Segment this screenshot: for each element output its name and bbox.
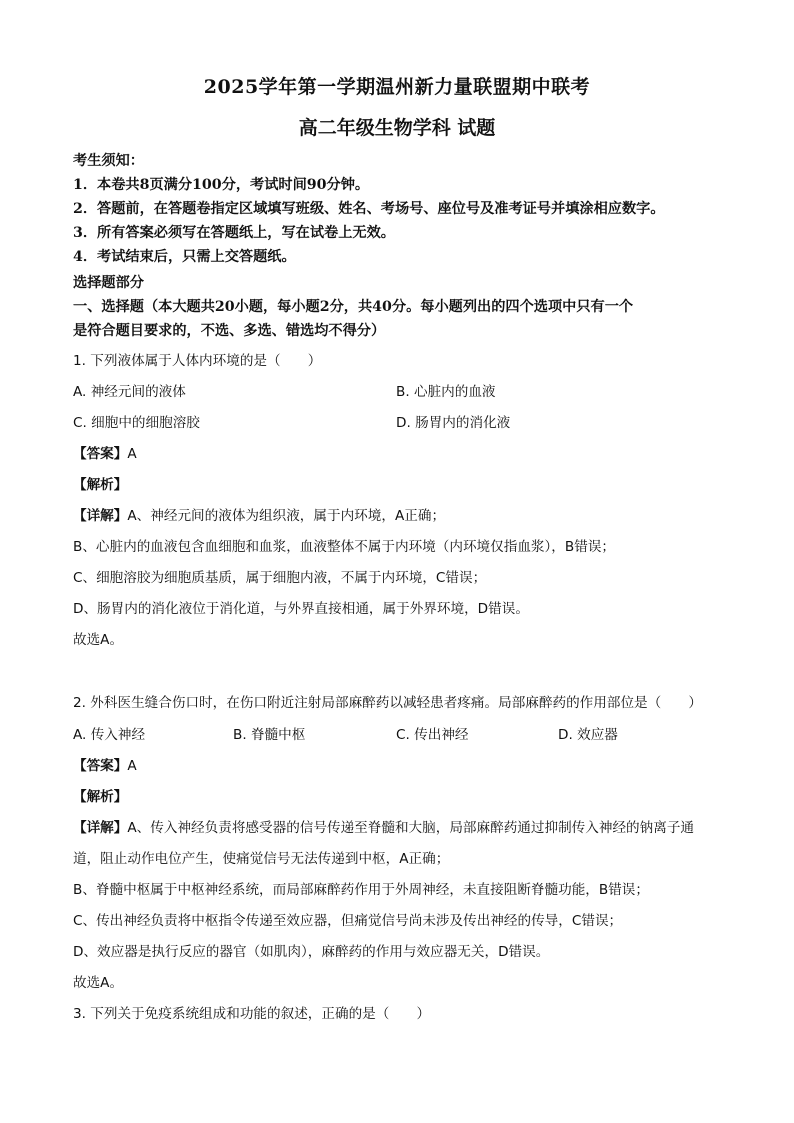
exam-subtitle: 高二年级生物学科 试题 <box>298 117 496 139</box>
notice-item-1: 1．本卷共8页满分100分，考试时间90分钟。 <box>73 177 370 193</box>
q1-option-b: B. 心脏内的血液 <box>396 384 496 400</box>
q2-detail-2: 道，阻止动作电位产生，使痛觉信号无法传递到中枢，A正确； <box>73 851 450 867</box>
q1-option-d: D. 肠胃内的消化液 <box>396 415 511 431</box>
q2-option-a: A. 传入神经 <box>73 727 146 743</box>
q1-detail-1 <box>73 504 445 524</box>
q2-stem: 2. 外科医生缝合伤口时，在伤口附近注射局部麻醉药以减轻患者疼痛。局部麻醉药的作用部位是（ ） <box>73 695 703 711</box>
q2-answer-label: 【答案】 <box>73 758 128 774</box>
q2-detail-6: 故选A。 <box>73 975 124 991</box>
q1-answer-value: A <box>127 446 137 462</box>
q1-detail-label: 【详解】 <box>73 508 128 524</box>
q2-option-d: D. 效应器 <box>558 727 618 743</box>
q1-detail-5: 故选A。 <box>73 632 124 648</box>
q2-detail-4: C、传出神经负责将中枢指令传递至效应器，但痛觉信号尚未涉及传出神经的传导，C错误； <box>73 913 623 929</box>
q1-detail-2: B、心脏内的血液包含血细胞和血浆，血液整体不属于内环境（内环境仅指血浆），B错误； <box>73 539 616 555</box>
q1-analysis-label: 【解析】 <box>73 477 128 493</box>
q1-stem: 1. 下列液体属于人体内环境的是（ ） <box>73 353 322 369</box>
q2-answer <box>73 754 137 774</box>
notice-item-3: 3．所有答案必须写在答题纸上，写在试卷上无效。 <box>73 225 395 241</box>
section-instruction-2: 是符合题目要求的，不选、多选、错选均不得分） <box>73 323 386 339</box>
q2-option-b: B. 脊髓中枢 <box>233 727 306 743</box>
q1-detail-4: D、肠胃内的消化液位于消化道，与外界直接相通，属于外界环境，D错误。 <box>73 601 529 617</box>
section-part: 选择题部分 <box>73 275 144 291</box>
q2-detail-1 <box>73 816 694 836</box>
q1-detail-3: C、细胞溶胶为细胞质基质，属于细胞内液，不属于内环境，C错误； <box>73 570 487 586</box>
notice-item-2: 2．答题前，在答题卷指定区域填写班级、姓名、考场号、座位号及准考证号并填涂相应数字。 <box>73 201 665 217</box>
q1-answer-label: 【答案】 <box>73 446 128 462</box>
q2-answer-value: A <box>127 758 137 774</box>
q2-detail-label: 【详解】 <box>73 820 128 836</box>
q2-detail-text-1: A、传入神经负责将感受器的信号传递至脊髓和大脑，局部麻醉药通过抑制传入神经的钠离子通 <box>127 820 695 836</box>
q2-option-c: C. 传出神经 <box>396 727 469 743</box>
q2-detail-5: D、效应器是执行反应的器官（如肌肉），麻醉药的作用与效应器无关，D错误。 <box>73 944 550 960</box>
q3-stem: 3. 下列关于免疫系统组成和功能的叙述，正确的是（ ） <box>73 1006 431 1022</box>
notice-item-4: 4．考试结束后，只需上交答题纸。 <box>73 249 296 265</box>
q1-answer <box>73 442 137 462</box>
section-instruction-1: 一、选择题（本大题共20小题，每小题2分，共40分。每小题列出的四个选项中只有一个 <box>73 299 634 315</box>
q2-analysis-label: 【解析】 <box>73 789 128 805</box>
q1-detail-text-1: A、神经元间的液体为组织液，属于内环境，A正确； <box>127 508 446 524</box>
notice-heading: 考生须知： <box>73 153 144 169</box>
q1-option-c: C. 细胞中的细胞溶胶 <box>73 415 200 431</box>
q1-option-a: A. 神经元间的液体 <box>73 384 186 400</box>
q2-detail-3: B、脊髓中枢属于中枢神经系统，而局部麻醉药作用于外周神经，未直接阻断脊髓功能，B错误； <box>73 882 649 898</box>
exam-title: 2025学年第一学期温州新力量联盟期中联考 <box>203 76 591 98</box>
